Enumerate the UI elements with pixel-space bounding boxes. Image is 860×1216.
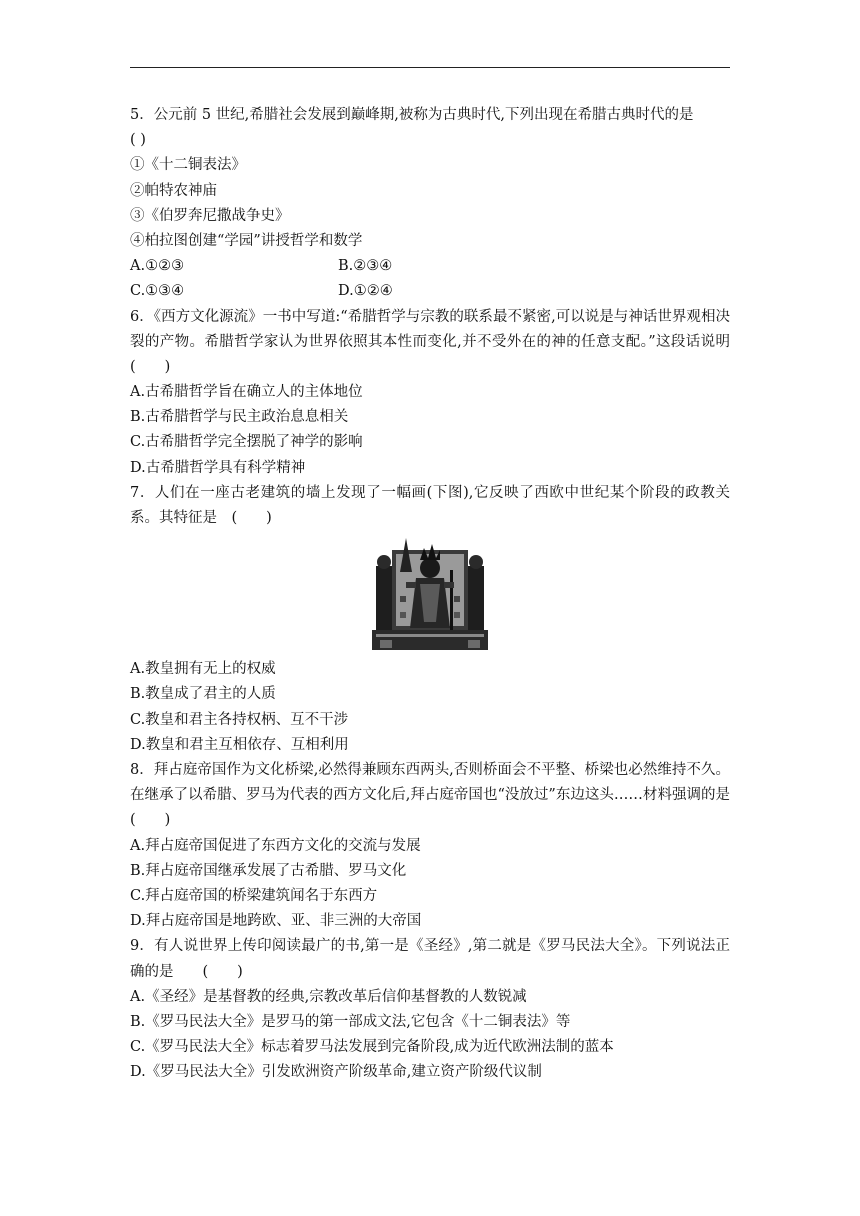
option-d: D.拜占庭帝国是地跨欧、亚、非三洲的大帝国: [130, 913, 422, 930]
option-a: A.教皇拥有无上的权威: [130, 661, 276, 678]
question-5-options-row-1: [130, 254, 730, 279]
question-6-stem: 6．《西方文化源流》一书中写道:“希腊哲学与宗教的联系最不紧密,可以说是与神话世界观相决裂的产物。希腊哲学家认为世界依照其本性而变化,并不受外在的神的任意支配。”这段话说明 ( ): [130, 308, 759, 375]
question-8-stem: 8．拜占庭帝国作为文化桥梁,必然得兼顾东西两头,否则桥面会不平整、桥梁也必然维持不久。在继承了以希腊、罗马为代表的西方文化后,拜占庭帝国也“没放过”东边这头……材料强调的是 ( ): [130, 762, 759, 829]
header-rule: [130, 67, 730, 68]
option-c: C.教皇和君主各持权柄、互不干涉: [130, 711, 349, 728]
question-9: [130, 934, 730, 1085]
option-c: C.《罗马民法大全》标志着罗马法发展到完备阶段,成为近代欧洲法制的蓝本: [130, 1039, 614, 1056]
question-5-stem: 5．公元前 5 世纪,希腊社会发展到巅峰期,被称为古典时代,下列出现在希腊古典时代的是: [130, 107, 694, 123]
question-6: [130, 305, 759, 481]
option-d: D.古希腊哲学具有科学精神: [130, 459, 306, 476]
question-5-item-2: ②帕特农神庙: [130, 182, 217, 199]
option-a: A.古希腊哲学旨在确立人的主体地位: [130, 384, 363, 401]
option-c: C.①③④: [130, 283, 185, 300]
option-a: A.《圣经》是基督教的经典,宗教改革后信仰基督教的人数锐减: [130, 988, 527, 1005]
option-b: B.②③④: [338, 258, 393, 275]
question-7: [130, 481, 730, 758]
question-5-item-3: ③《伯罗奔尼撒战争史》: [130, 207, 290, 224]
option-a: A.①②③: [130, 258, 185, 275]
question-7-figure: [130, 531, 730, 657]
question-5-answer-blank: ( ): [130, 132, 146, 149]
question-9-stem: 9．有人说世界上传印阅读最广的书,第一是《圣经》,第二就是《罗马民法大全》。下列说法正确的是 ( ): [130, 938, 730, 980]
question-5-item-1: ①《十二铜表法》: [130, 157, 246, 174]
option-b: B.《罗马民法大全》是罗马的第一部成文法,它包含《十二铜表法》等: [130, 1013, 571, 1030]
option-c: C.古希腊哲学完全摆脱了神学的影响: [130, 434, 363, 451]
question-8: [130, 758, 759, 934]
option-b: B.教皇成了君主的人质: [130, 686, 276, 703]
question-5-options-row-2: [130, 279, 730, 304]
option-b: B.拜占庭帝国继承发展了古希腊、罗马文化: [130, 862, 407, 879]
option-c: C.拜占庭帝国的桥梁建筑闻名于东西方: [130, 888, 378, 904]
option-d: D.①②④: [338, 283, 393, 300]
question-5-item-4: ④柏拉图创建“学园”讲授哲学和数学: [130, 232, 363, 249]
option-d: D.教皇和君主互相依存、互相利用: [130, 736, 349, 753]
throne-painting-image: [366, 532, 494, 656]
option-b: B.古希腊哲学与民主政治息息相关: [130, 409, 349, 426]
option-a: A.拜占庭帝国促进了东西方文化的交流与发展: [130, 837, 421, 854]
question-5: [130, 103, 730, 305]
question-list: [130, 103, 759, 1086]
question-7-stem: 7．人们在一座古老建筑的墙上发现了一幅画(下图),它反映了西欧中世纪某个阶段的政教关系。其特征是 ( ): [130, 484, 730, 527]
option-d: D.《罗马民法大全》引发欧洲资产阶级革命,建立资产阶级代议制: [130, 1064, 542, 1081]
